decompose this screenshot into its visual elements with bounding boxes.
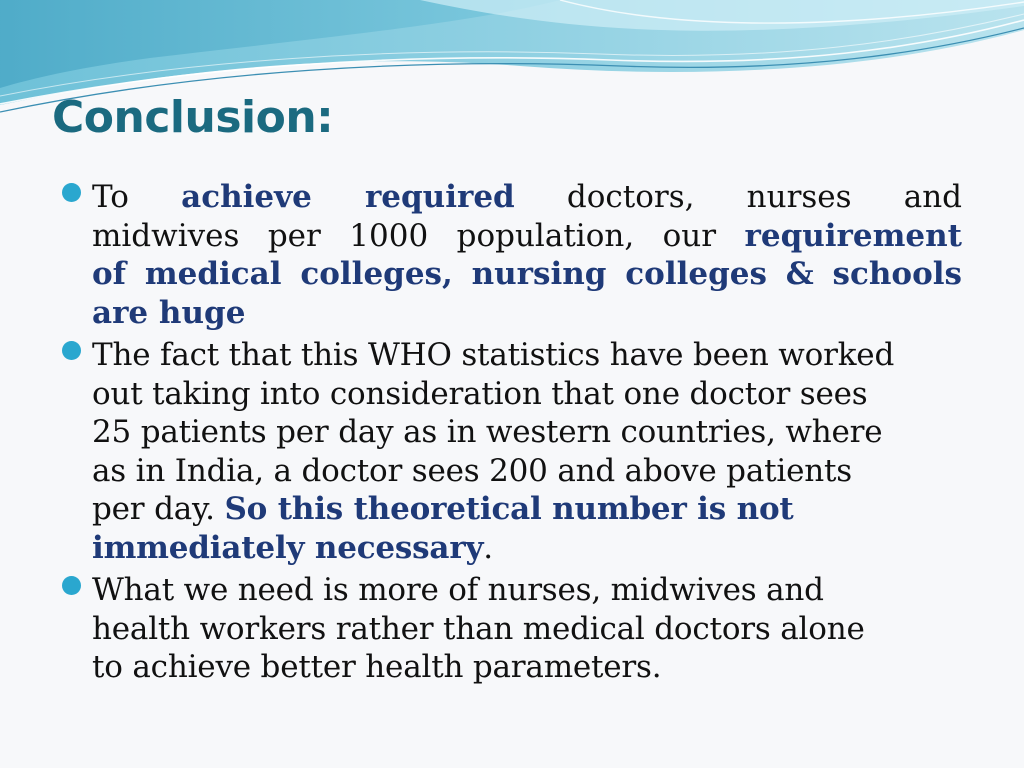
emphasis-text: immediately necessary — [92, 529, 484, 566]
bullet-line — [92, 336, 962, 375]
emphasis-text: of medical colleges, nursing colleges & schools — [92, 256, 962, 292]
bullet-item-1 — [62, 178, 962, 332]
bullet-line — [92, 648, 962, 687]
bullet-list — [62, 178, 962, 691]
bullet-line — [92, 255, 962, 294]
text-segment: as in India, a doctor sees 200 and above patients — [92, 452, 852, 489]
text-segment: To — [92, 179, 182, 215]
text-segment: health workers rather than medical doctors alone — [92, 610, 865, 647]
text-segment: doctors, nurses and — [514, 179, 963, 215]
text-segment: to achieve better health parameters. — [92, 649, 662, 685]
bullet-line — [92, 178, 962, 217]
bullet-line — [92, 571, 962, 610]
bullet-line — [92, 490, 962, 529]
slide-title: Conclusion: — [52, 92, 334, 143]
bullet-line — [92, 529, 962, 568]
text-segment: . — [483, 529, 493, 566]
bullet-item-3 — [62, 571, 962, 687]
text-segment: midwives per 1000 population, our — [92, 217, 745, 254]
bullet-line — [92, 452, 962, 491]
text-segment: The fact that this WHO statistics have been worked — [92, 337, 895, 373]
emphasis-text: So this theoretical number is not — [224, 491, 794, 527]
bullet-item-2 — [62, 336, 962, 567]
bullet-line — [92, 610, 962, 649]
text-segment: out taking into consideration that one doctor sees — [92, 375, 868, 412]
bullet-line — [92, 413, 962, 452]
text-segment: per day. — [92, 491, 225, 527]
emphasis-text: achieve required — [181, 179, 515, 215]
bullet-dot-icon — [62, 183, 81, 202]
emphasis-text: requirement — [744, 217, 962, 254]
text-segment: What we need is more of nurses, midwives and — [92, 572, 824, 608]
bullet-dot-icon — [62, 576, 81, 595]
bullet-line — [92, 294, 962, 333]
bullet-line — [92, 217, 962, 256]
emphasis-text: are huge — [92, 294, 246, 331]
bullet-dot-icon — [62, 341, 81, 360]
text-segment: 25 patients per day as in western countries, where — [92, 414, 883, 450]
bullet-line — [92, 375, 962, 414]
